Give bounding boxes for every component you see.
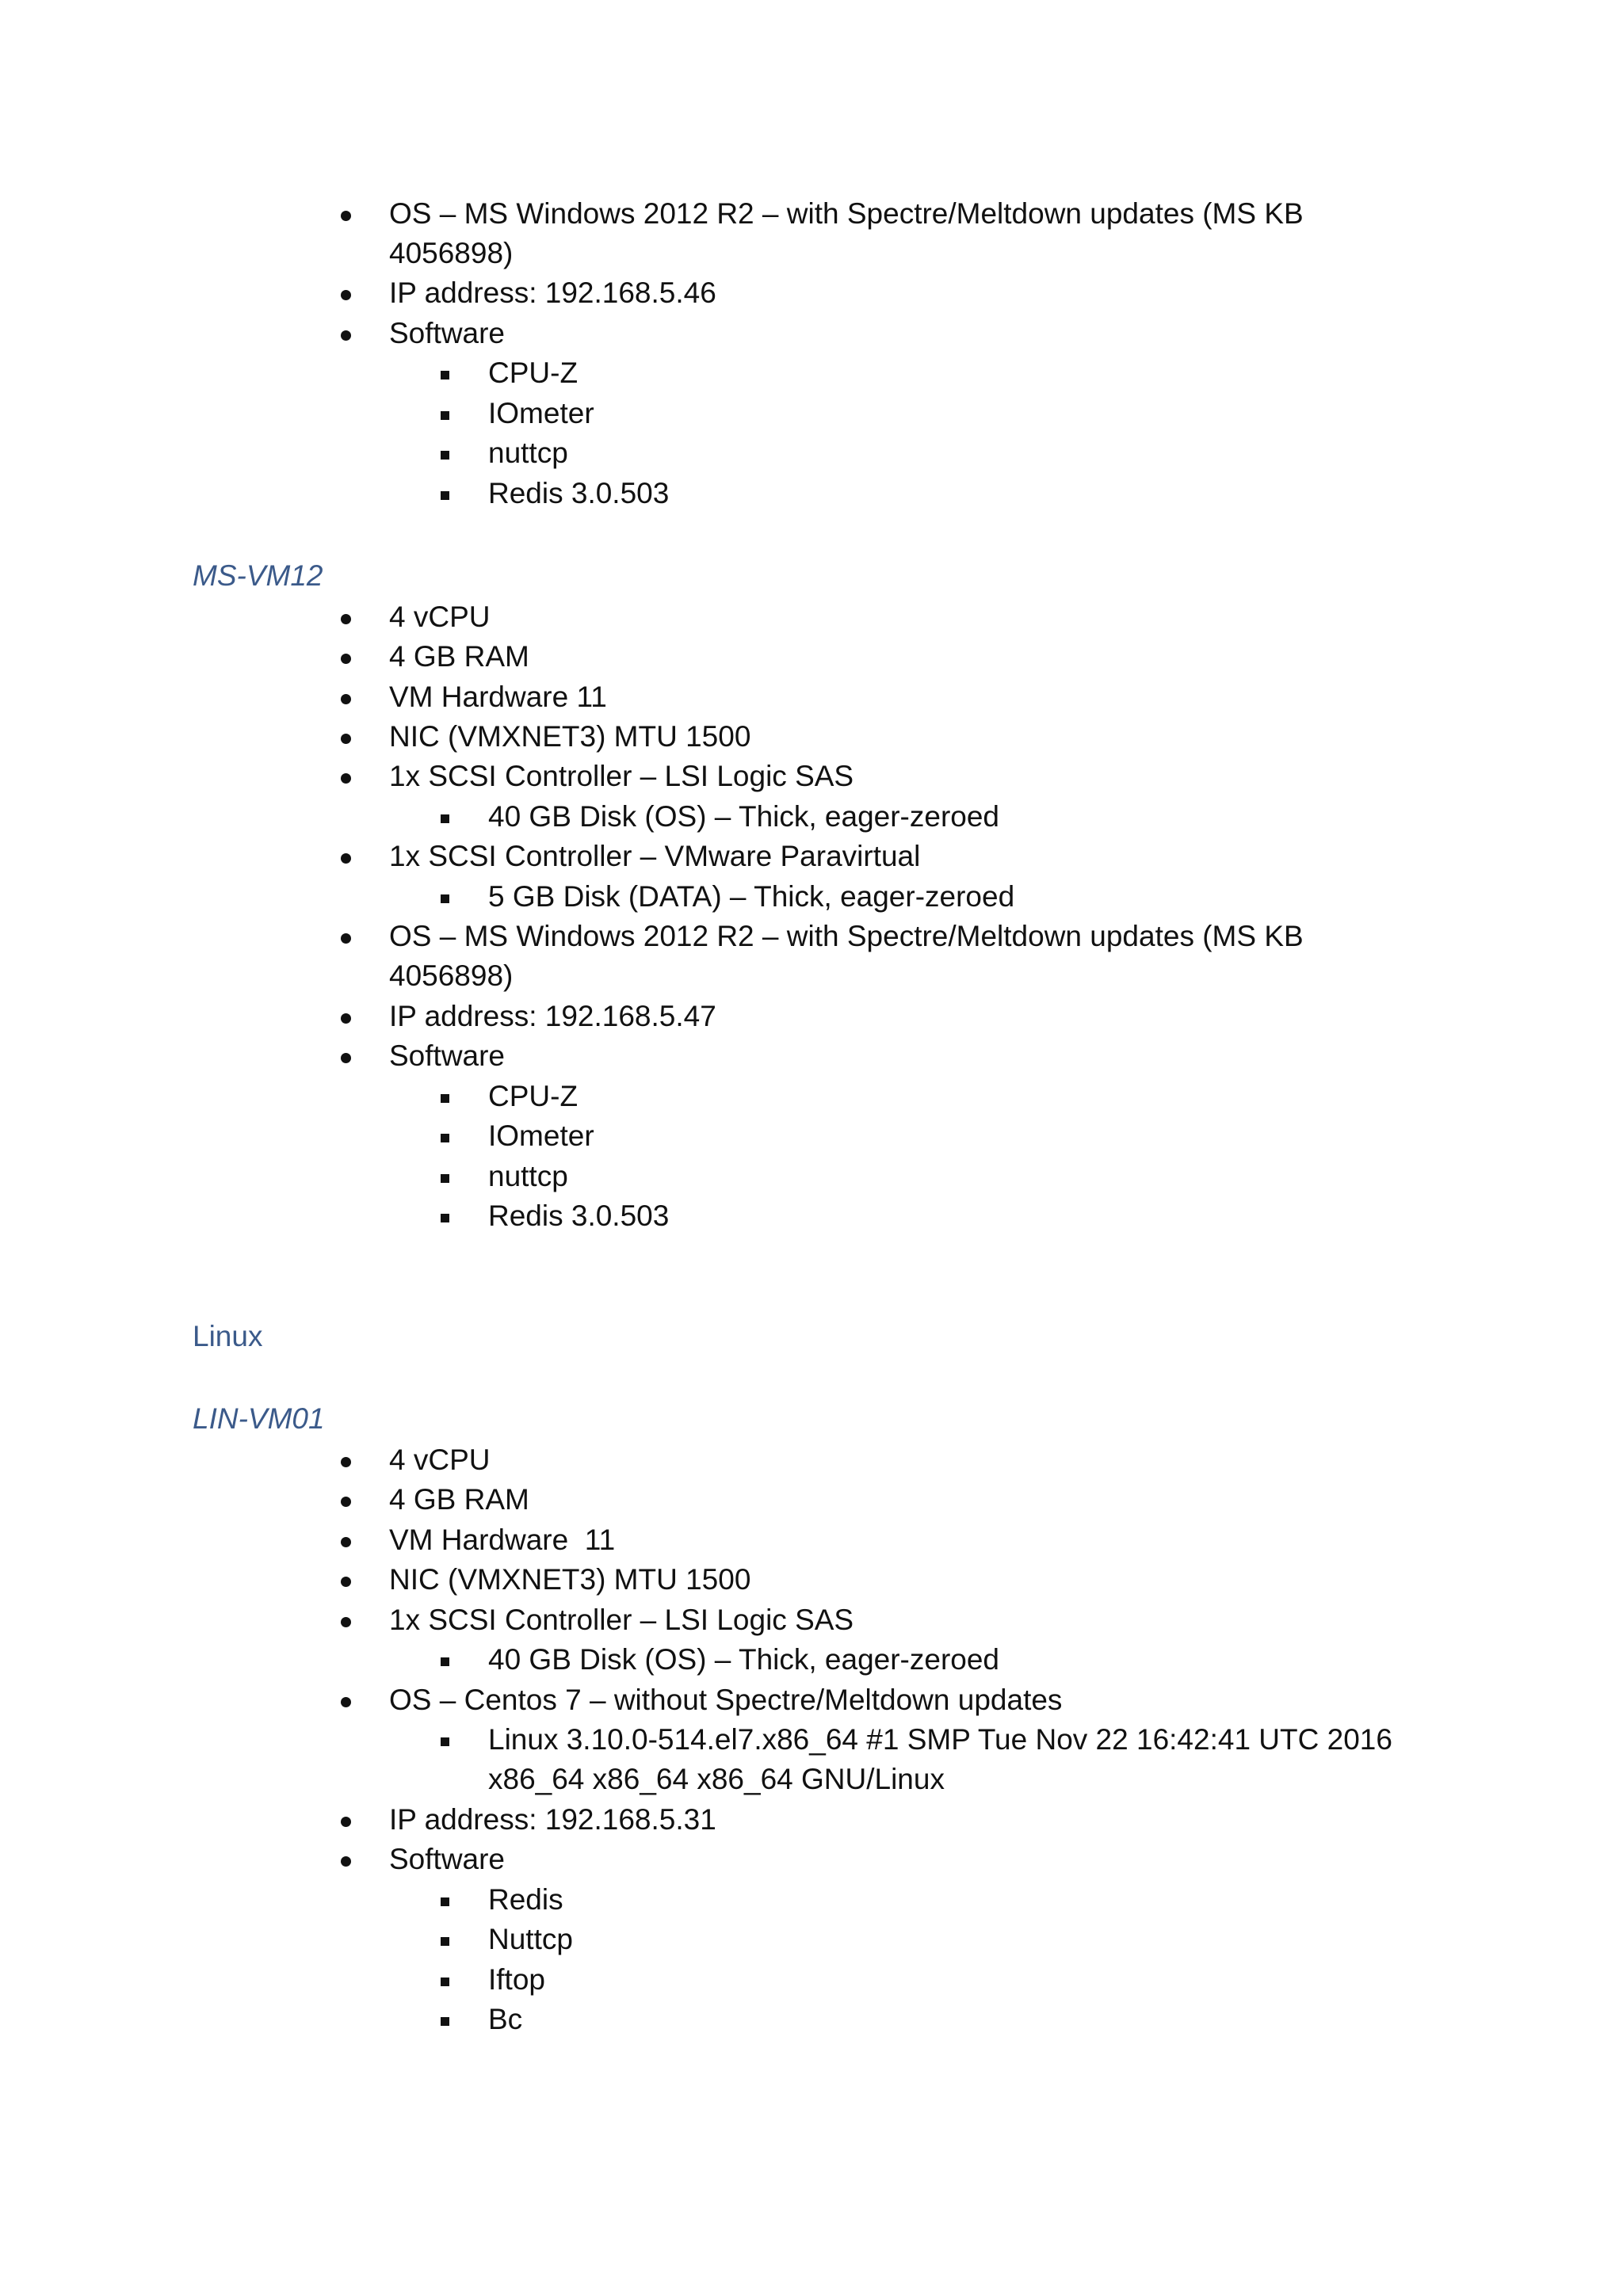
software-item: IOmeter	[488, 1119, 594, 1152]
kernel-line: Linux 3.10.0-514.el7.x86_64 #1 SMP Tue Nov 22 16:42:41 UTC 2016	[488, 1723, 1392, 1756]
disk-data: 5 GB Disk (DATA) – Thick, eager-zeroed	[488, 880, 1015, 913]
ip-address: IP address: 192.168.5.47	[389, 1000, 716, 1032]
controller-2: 1x SCSI Controller – VMware Paravirtual	[389, 840, 921, 872]
disk-os: 40 GB Disk (OS) – Thick, eager-zeroed	[488, 1643, 1000, 1676]
ip-address: IP address: 192.168.5.31	[389, 1803, 716, 1836]
os-line: OS – MS Windows 2012 R2 – with Spectre/Meltdown updates (MS KB	[389, 920, 1304, 952]
software-item: Iftop	[488, 1963, 545, 1996]
software-item: CPU-Z	[488, 1080, 579, 1112]
software-item: IOmeter	[488, 397, 594, 429]
bullet-square	[441, 474, 449, 513]
os-line: OS – MS Windows 2012 R2 – with Spectre/Meltdown updates (MS KB	[389, 197, 1304, 230]
bullet-dot	[341, 1600, 351, 1640]
bullet-square	[441, 1196, 449, 1236]
software-item: Redis 3.0.503	[488, 477, 670, 509]
bullet-dot	[341, 917, 351, 956]
bullet-dot	[341, 1520, 351, 1560]
software-item: Redis 3.0.503	[488, 1199, 670, 1232]
spec-item: 4 GB RAM	[389, 640, 529, 673]
bullet-dot	[341, 1440, 351, 1480]
bullet-dot	[341, 1680, 351, 1720]
spec-item: 4 vCPU	[389, 601, 491, 633]
bullet-square	[441, 1077, 449, 1116]
heading-ms-vm12: MS-VM12	[193, 559, 323, 592]
software-label: Software	[389, 1843, 506, 1875]
bullet-dot	[341, 1800, 351, 1840]
software-item: Nuttcp	[488, 1923, 573, 1955]
bullet-dot	[341, 273, 351, 313]
bullet-square	[441, 1920, 449, 1959]
bullet-square	[441, 877, 449, 917]
bullet-square	[441, 2000, 449, 2039]
bullet-square	[441, 1720, 449, 1760]
spec-item: NIC (VMXNET3) MTU 1500	[389, 720, 751, 753]
software-item: CPU-Z	[488, 357, 579, 389]
software-item: Bc	[488, 2003, 523, 2035]
bullet-dot	[341, 1480, 351, 1520]
bullet-square	[441, 797, 449, 837]
os-line: OS – Centos 7 – without Spectre/Meltdown updates	[389, 1684, 1063, 1716]
bullet-dot	[341, 1560, 351, 1600]
bullet-square	[441, 1116, 449, 1156]
os-line-cont: 4056898)	[389, 959, 514, 992]
spec-item: VM Hardware 11	[389, 1524, 616, 1556]
bullet-dot	[341, 837, 351, 876]
disk-os: 40 GB Disk (OS) – Thick, eager-zeroed	[488, 800, 1000, 833]
software-label: Software	[389, 317, 506, 349]
bullet-dot	[341, 637, 351, 677]
kernel-line-cont: x86_64 x86_64 x86_64 GNU/Linux	[488, 1763, 945, 1795]
software-item: Redis	[488, 1883, 563, 1916]
bullet-dot	[341, 1036, 351, 1076]
spec-item: 4 GB RAM	[389, 1483, 529, 1516]
bullet-dot	[341, 314, 351, 353]
bullet-square	[441, 433, 449, 473]
bullet-dot	[341, 1840, 351, 1879]
spec-item: 1x SCSI Controller – LSI Logic SAS	[389, 760, 854, 792]
spec-item: VM Hardware 11	[389, 681, 607, 713]
software-item: nuttcp	[488, 1160, 568, 1192]
software-item: nuttcp	[488, 437, 568, 469]
os-line-cont: 4056898)	[389, 237, 514, 269]
spec-item: 4 vCPU	[389, 1444, 491, 1476]
bullet-square	[441, 1640, 449, 1680]
bullet-dot	[341, 677, 351, 717]
bullet-square	[441, 353, 449, 393]
ip-address: IP address: 192.168.5.46	[389, 277, 716, 309]
bullet-dot	[341, 597, 351, 637]
software-label: Software	[389, 1039, 506, 1072]
bullet-dot	[341, 194, 351, 234]
heading-lin-vm01: LIN-VM01	[193, 1402, 325, 1435]
spec-item: NIC (VMXNET3) MTU 1500	[389, 1563, 751, 1596]
bullet-dot	[341, 997, 351, 1036]
heading-linux: Linux	[193, 1320, 263, 1352]
bullet-square	[441, 1157, 449, 1196]
spec-item: 1x SCSI Controller – LSI Logic SAS	[389, 1604, 854, 1636]
bullet-dot	[341, 717, 351, 757]
bullet-dot	[341, 757, 351, 796]
bullet-square	[441, 1880, 449, 1920]
bullet-square	[441, 394, 449, 433]
bullet-square	[441, 1960, 449, 2000]
